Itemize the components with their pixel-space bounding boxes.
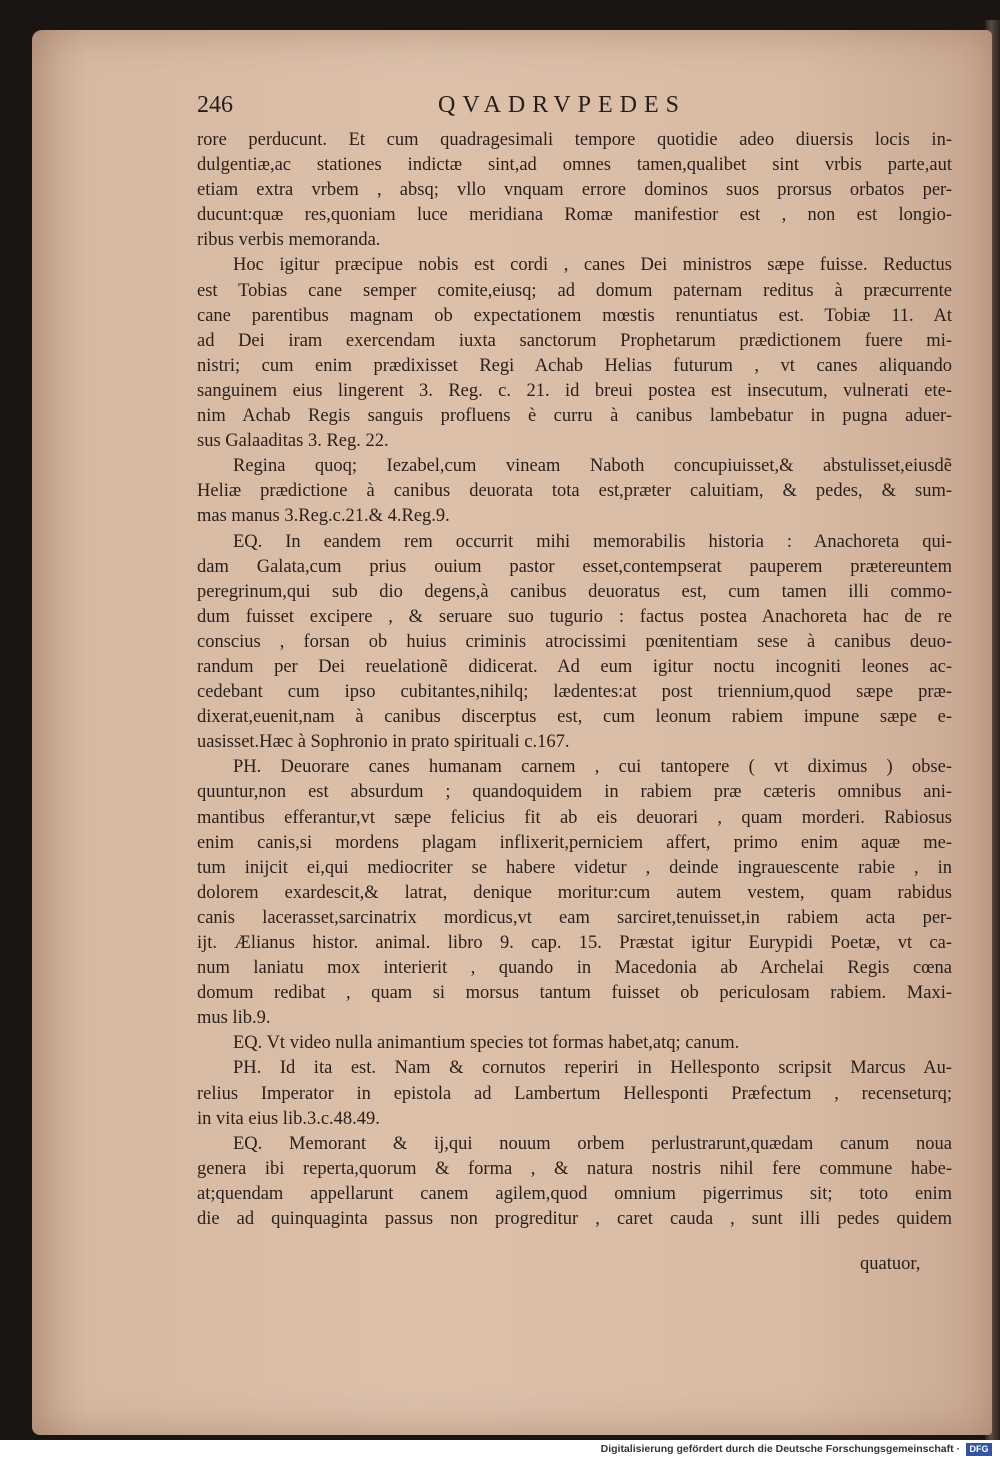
catchword: quatuor, [860,1254,921,1274]
text-line: mas manus 3.Reg.c.21.& 4.Reg.9. [197,506,450,527]
text-line: num laniatu mox interierit , quando in Macedonia ab Archelai Regis cœna [197,958,952,979]
text-line: rore perducunt. Et cum quadragesimali tempore quotidie adeo diuersis locis in- [197,130,952,150]
text-line: peregrinum,qui sub dio degens,à canibus deuoratus est, cum tamen illi commo- [197,581,952,602]
text-line: Hoc igitur præcipue nobis est cordi , canes Dei ministros sæpe fuisse. Reductus [233,255,952,276]
page-number: 246 [197,92,233,118]
text-line: mantibus efferantur,vt sæpe felicius fit ab eis deuorari , quam morderi. Rabiosus [197,807,952,828]
text-line: uasisset.Hæc à Sophronio in prato spirituali c.167. [197,732,570,753]
text-line: dum fuisset excipere , & seruare suo tugurio : factus postea Anachoreta hac de re [197,606,952,627]
text-line: Regina quoq; Iezabel,cum vineam Naboth concupiuisset,& abstulisset,eiusdẽ [233,456,952,477]
footer-bar [0,1440,1000,1460]
text-line: PH. Id ita est. Nam & cornutos reperiri in Hellesponto scripsit Marcus Au- [233,1058,952,1079]
text-line: dam Galata,cum prius ouium pastor esset,contempserat pauperem prætereuntem [197,556,952,577]
text-line: nim Achab Regis sanguis profluens è curru à canibus lambebatur in pugna aduer- [197,406,952,427]
text-line: ducunt:quæ res,quoniam luce meridiana Romæ manifestior est , non est longio- [197,205,952,226]
text-line: domum redibat , quam si morsus tantum fuisset ob periculosam rabiem. Maxi- [197,983,952,1004]
text-line: ijt. Ælianus histor. animal. libro 9. cap. 15. Præstat igitur Eurypidi Poetæ, vt ca- [197,933,952,953]
text-line: PH. Deuorare canes humanam carnem , cui tantopere ( vt diximus ) obse- [233,757,952,778]
digitization-credit: Digitalisierung gefördert durch die Deutsche Forschungsgemeinschaft · [600,1443,960,1455]
text-line: est Tobias cane semper comite,eiusq; ad domum paternam reditus à præcurrente [197,280,952,301]
text-line: at;quendam appellarunt canem agilem,quod omnium pigerrimus sit; toto enim [197,1183,952,1204]
text-line: die ad quinquaginta passus non progreditur , caret cauda , sunt illi pedes quidem [197,1209,952,1230]
text-line: mus lib.9. [197,1008,271,1029]
text-line: etiam extra vrbem , absq; vllo vnquam errore dominos suos prorsus orbatos per- [197,180,952,201]
text-line: EQ. Vt video nulla animantium species tot formas habet,atq; canum. [233,1033,740,1054]
text-line: sus Galaaditas 3. Reg. 22. [197,431,389,452]
text-line: relius Imperator in epistola ad Lambertum Hellesponti Præfectum , recenseturq; [197,1083,952,1104]
text-line: EQ. In eandem rem occurrit mihi memorabilis historia : Anachoreta qui- [233,531,952,552]
text-line: ribus verbis memoranda. [197,230,381,251]
text-line: quuntur,non est absurdum ; quandoquidem in rabiem præ cæteris omnibus ani- [197,782,952,803]
text-line: dixerat,euenit,nam à canibus discerptus est, cum leonum rabiem impune sæpe e- [197,707,952,728]
text-line: nistri; cum enim prædixisset Regi Achab Helias futurum , vt canes aliquando [197,355,952,376]
text-line: enim canis,si mordens plagam inflixerit,perniciem affert, primo enim aquæ me- [197,832,952,853]
text-line: cedebant cum ipso cubitantes,nihilq; lædentes:at post triennium,quod sæpe præ- [197,682,952,703]
text-line: cane parentibus magnam ob expectationem mœstis renuntiatus est. Tobiæ 11. At [197,305,952,326]
body-text [197,128,952,1232]
dfg-logo: DFG [966,1443,992,1456]
text-line: canis lacerasset,sarcinatrix mordicus,vt eam sarciret,tenuisset,in rabiem acta per- [197,907,952,928]
running-head: QVADRVPEDES [438,92,686,118]
text-line: randum per Dei reuelationẽ didicerat. Ad eum igitur noctu incogniti leones ac- [197,656,952,677]
text-line: sanguinem eius lingerent 3. Reg. c. 21. id breui postea est insecutum, vulnerati ete- [197,380,952,401]
text-line: EQ. Memorant & ij,qui nouum orbem perlustrarunt,quædam canum noua [233,1133,952,1154]
text-line: conscius , forsan ob huius criminis atrocissimi pœnitentiam sese à canibus deuo- [197,631,952,652]
text-line: genera ibi reperta,quorum & forma , & natura nostris nihil fere commune habe- [197,1158,952,1179]
text-line: dulgentiæ,ac stationes indictæ sint,ad omnes tamen,qualibet sint vrbis parte,aut [197,155,952,176]
text-line: tum inijcit ei,qui mediocriter se habere videtur , deinde ingrauescente rabie , in [197,857,952,878]
text-line: ad Dei iram exercendam iuxta sanctorum Prophetarum prædictionem fuere mi- [197,330,952,351]
text-line: dolorem exardescit,& latrat, denique moritur:cum autem vestem, quam rabidus [197,882,952,903]
text-line: in vita eius lib.3.c.48.49. [197,1108,380,1129]
text-line: Heliæ prædictione à canibus deuorata tota est,præter caluitiam, & pedes, & sum- [197,481,952,502]
